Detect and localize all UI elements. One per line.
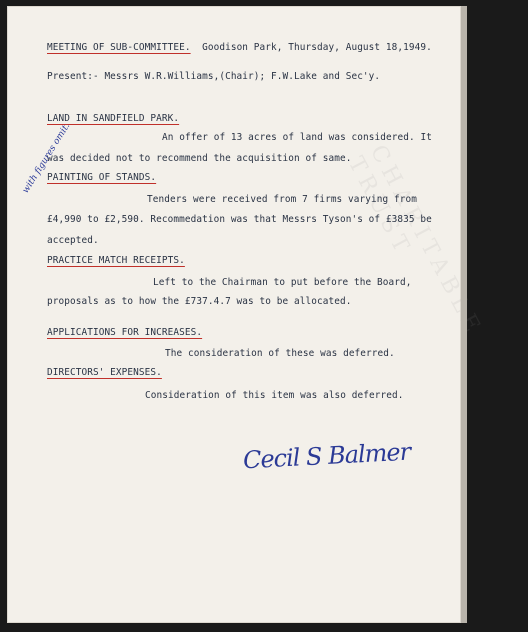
section-text: An offer of 13 acres of land was considered. It xyxy=(162,132,432,143)
section-heading: PAINTING OF STANDS. xyxy=(47,172,157,183)
section-heading: APPLICATIONS FOR INCREASES. xyxy=(47,327,203,338)
section-text: The consideration of these was deferred. xyxy=(165,348,395,359)
present-line: Present:- Messrs W.R.Williams,(Chair); F.W.Lake and Sec'y. xyxy=(47,71,381,82)
handwritten-margin-note: with figures omit. xyxy=(21,121,73,196)
section-heading: DIRECTORS' EXPENSES. xyxy=(47,367,162,378)
watermark: CHARITABLE TRUST xyxy=(342,141,488,342)
signature: Cecil S Balmer xyxy=(242,437,411,475)
section-heading: PRACTICE MATCH RECEIPTS. xyxy=(47,255,185,266)
section-text: Consideration of this item was also deferred. xyxy=(145,390,404,401)
section-text: proposals as to how the £737.4.7 was to be allocated. xyxy=(47,296,352,307)
document-page xyxy=(7,6,488,623)
section-text: Left to the Chairman to put before the Board, xyxy=(153,277,412,288)
section-text: was decided not to recommend the acquisition of same. xyxy=(47,153,352,164)
section-text: Tenders were received from 7 firms varying from xyxy=(147,194,417,205)
section-heading: LAND IN SANDFIELD PARK. xyxy=(47,113,180,124)
section-text: accepted. xyxy=(47,235,99,246)
meeting-place-date: Goodison Park, Thursday, August 18,1949. xyxy=(190,42,432,53)
page-edge xyxy=(461,6,467,623)
section-text: £4,990 to £2,590. Recommedation was that Messrs Tyson's of £3835 be xyxy=(47,214,432,225)
meeting-title: MEETING OF SUB-COMMITTEE. xyxy=(47,42,191,53)
meeting-title-line xyxy=(47,42,432,53)
